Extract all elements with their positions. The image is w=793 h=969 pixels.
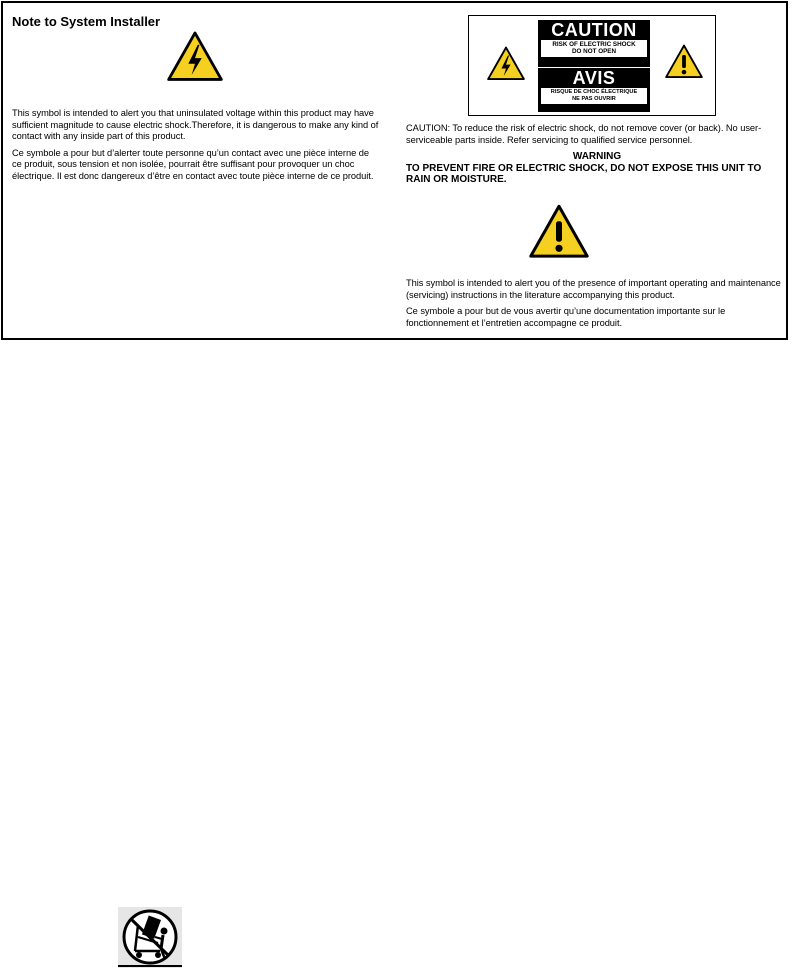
exclamation-warning-icon xyxy=(529,204,589,259)
avis-label-title: AVIS xyxy=(572,68,616,88)
notice-title: Note to System Installer xyxy=(12,14,161,29)
caution-label-panel xyxy=(468,15,716,116)
right-bottom-text xyxy=(406,278,788,334)
warning-text: TO PREVENT FIRE OR ELECTRIC SHOCK, DO NOT EXPOSE THIS UNIT TO RAIN OR MOISTURE. xyxy=(406,162,762,186)
avis-label xyxy=(538,68,650,112)
caution-label-title: CAUTION xyxy=(551,20,637,40)
avis-label-line1: RISQUE DE CHOC ÉLECTRIQUE xyxy=(550,89,638,95)
left-text-block xyxy=(12,108,380,188)
avis-label-line2: NE PAS OUVRIR xyxy=(572,96,616,102)
caution-description: CAUTION: To reduce the risk of electric shock, do not remove cover (or back). No user-serviceable parts inside. Refer servicing to qualified service personnel. xyxy=(406,123,762,145)
caution-label xyxy=(538,20,650,67)
safety-notice-box xyxy=(1,1,788,340)
left-column xyxy=(12,14,380,181)
electric-shock-warning-icon xyxy=(167,31,223,82)
avis-label-box xyxy=(541,88,647,104)
exclamation-small-icon xyxy=(665,44,703,79)
warning-heading: WARNING xyxy=(572,151,622,163)
caution-label-box xyxy=(541,40,647,57)
caution-text-block xyxy=(406,123,788,186)
cart-tip-over-prohibited-icon xyxy=(118,907,182,968)
french-instructions-description: Ce symbole a pour but de vous avertir qu’une documentation importante sur le fonctionnement et l’entretien accompagne ce produit. xyxy=(406,306,726,328)
caution-label-line1: RISK OF ELECTRIC SHOCK xyxy=(552,41,636,48)
caution-label-line2: DO NOT OPEN xyxy=(571,48,617,56)
english-shock-description: This symbol is intended to alert you that uninsulated voltage within this product may have sufficient magnitude to cause electric shock.Therefore, it is dangerous to make any kind of contact with any inside part of this product. xyxy=(12,108,379,142)
french-shock-description: Ce symbole a pour but d’alerter toute personne qu’un contact avec une pièce interne de ce produit, sous tension et non isolée, pourrait être suffisant pour provoquer un choc électrique. Il est donc dangereux d’être en contact avec toute pièce interne de ce produit. xyxy=(12,147,374,181)
electric-shock-small-icon xyxy=(487,46,525,81)
english-instructions-description: This symbol is intended to alert you of the presence of important operating and maintenance (servicing) instructions in the literature accompanying this product. xyxy=(406,278,781,300)
